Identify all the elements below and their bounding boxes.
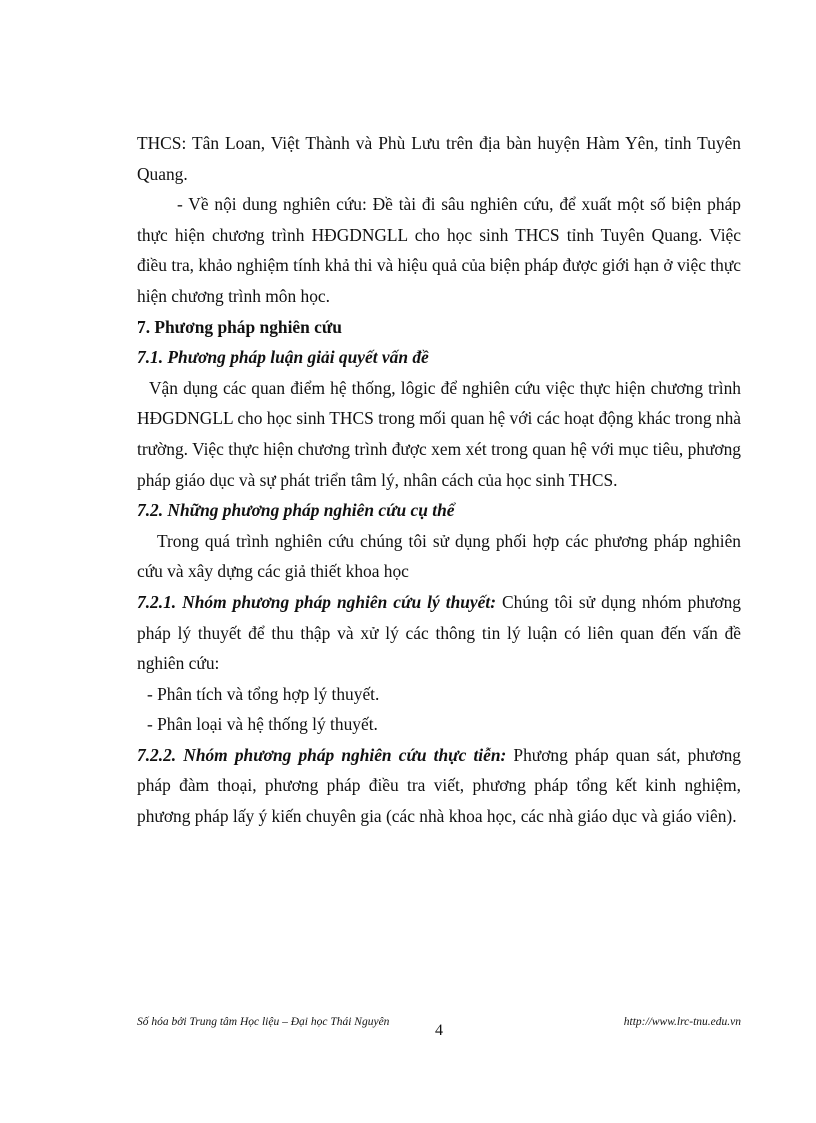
page-content <box>137 128 741 832</box>
practice-methods-label: 7.2.2. Nhóm phương pháp nghiên cứu thực tiễn: <box>137 744 507 765</box>
paragraph-study-area: THCS: Tân Loan, Việt Thành và Phù Lưu trên địa bàn huyện Hàm Yên, tỉnh Tuyên Quang. <box>137 133 741 184</box>
theory-methods-label: 7.2.1. Nhóm phương pháp nghiên cứu lý thuyết: <box>137 591 496 612</box>
list-item: - Phân tích và tổng hợp lý thuyết. <box>147 683 380 704</box>
theory-methods-text: Chúng tôi sử dụng nhóm phương pháp lý thuyết để thu thập và xử lý các thông tin lý luận có liên quan đến vấn đề nghiên cứu: <box>137 591 741 674</box>
paragraph-theory-methods <box>137 587 741 679</box>
heading-methodology: 7.1. Phương pháp luận giải quyết vấn đề <box>137 347 429 368</box>
list-item: - Phân loại và hệ thống lý thuyết. <box>147 714 378 735</box>
page-footer <box>137 1016 741 1052</box>
paragraph-specific-methods: Trong quá trình nghiên cứu chúng tôi sử dụng phối hợp các phương pháp nghiên cứu và xây dựng các giả thiết khoa học <box>137 530 741 582</box>
footer-url: http://www.lrc-tnu.edu.vn <box>623 1016 741 1028</box>
paragraph-practice-methods <box>137 740 741 832</box>
heading-research-methods: 7. Phương pháp nghiên cứu <box>137 316 342 337</box>
practice-methods-text: Phương pháp quan sát, phương pháp đàm thoại, phương pháp điều tra viết, phương pháp tổng kết kinh nghiệm, phương pháp lấy ý kiến chuyên gia (các nhà khoa học, các nhà giáo dục và giáo viên). <box>137 744 741 827</box>
paragraph-methodology: Vận dụng các quan điểm hệ thống, lôgic để nghiên cứu việc thực hiện chương trình HĐGDNGLL cho học sinh THCS trong mối quan hệ với các hoạt động khác trong nhà trường. Việc thực hiện chương trình được xem xét trong quan hệ với mục tiêu, phương pháp giáo dục và sự phát triển tâm lý, nhân cách của học sinh THCS. <box>137 377 741 490</box>
heading-specific-methods: 7.2. Những phương pháp nghiên cứu cụ thể <box>137 500 455 521</box>
page-number: 4 <box>435 1022 443 1039</box>
paragraph-research-content: - Về nội dung nghiên cứu: Đề tài đi sâu nghiên cứu, để xuất một số biện pháp thực hiện chương trình HĐGDNGLL cho học sinh THCS tỉnh Tuyên Quang. Việc điều tra, khảo nghiệm tính khả thi và hiệu quả của biện pháp được giới hạn ở việc thực hiện chương trình môn học. <box>137 194 741 306</box>
footer-credit: Số hóa bởi Trung tâm Học liệu – Đại học Thái Nguyên <box>137 1016 390 1028</box>
